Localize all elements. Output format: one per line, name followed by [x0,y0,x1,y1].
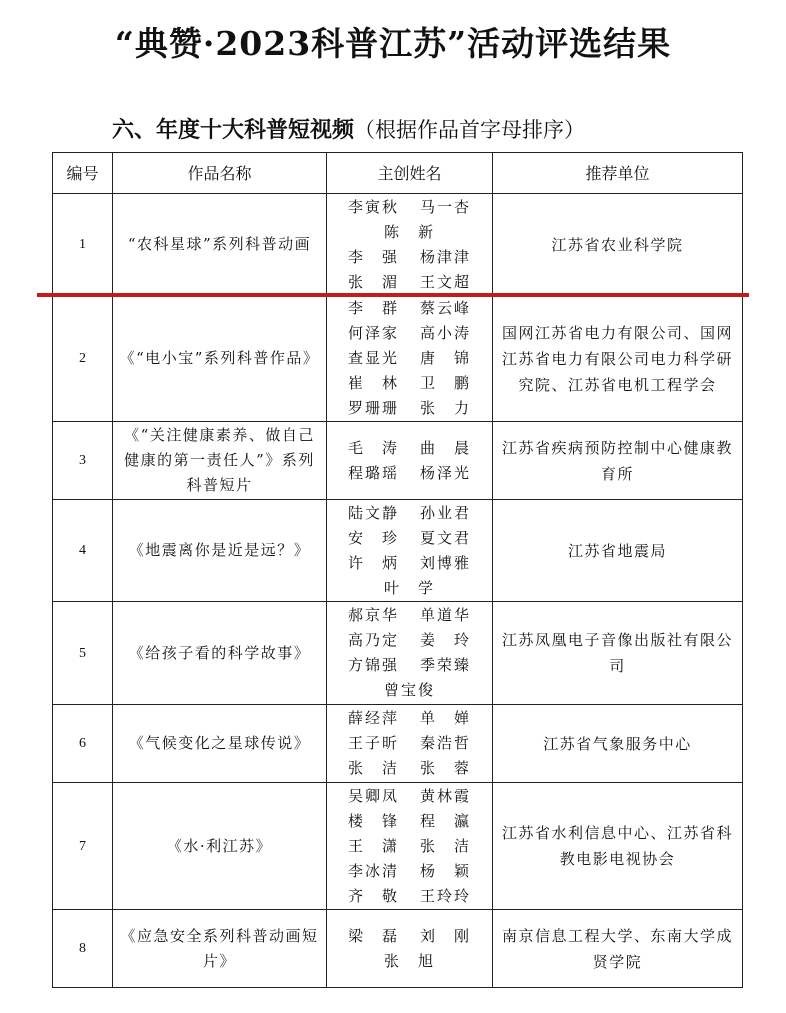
author-name: 王玲玲 [419,886,471,905]
author-name: 罗珊珊 [347,399,399,417]
table-header-row [53,153,743,194]
author-line [327,576,492,601]
author-name: 何泽家 [347,324,399,342]
author-line [327,756,492,781]
row-number: 4 [53,500,113,602]
table-row [53,910,743,988]
authors-cell [327,500,493,602]
table-row [53,422,743,500]
author-line [327,834,492,859]
row-number: 7 [53,783,113,910]
author-name: 许 炳 [347,553,399,572]
work-title: 《应急安全系列科普动画短片》 [113,910,327,988]
author-line [327,653,492,678]
table-row [53,783,743,910]
author-name: 刘博雅 [419,553,471,572]
author-name: 张 湄 [347,272,399,291]
author-line [327,924,492,949]
author-name: 崔 林 [347,374,399,392]
document-title: “典赞·2023科普江苏”活动评选结果 [114,24,672,63]
authors-cell [327,194,493,296]
author-line [327,346,492,371]
author-name: 李冰清 [347,861,399,880]
author-name: 郝京华 [347,606,399,624]
author-line [327,220,492,245]
author-name: 薛经萍 [347,709,399,727]
author-line [327,949,492,974]
authors-cell [327,705,493,783]
table-row [53,194,743,296]
author-name: 陆文静 [347,503,399,522]
work-title: 《水·利江苏》 [113,783,327,910]
author-name: 季荣臻 [419,656,471,674]
author-name: 程 瀛 [419,811,471,830]
author-line [327,461,492,486]
author-name: 李 强 [347,247,399,266]
row-number: 1 [53,194,113,296]
author-name: 蔡云峰 [419,299,471,317]
author-name: 刘 刚 [419,926,471,945]
author-name: 曾宝俊 [383,681,435,699]
section-heading-text: 六、年度十大科普短视频 [112,118,355,143]
author-name: 楼 锋 [347,811,399,830]
author-name: 张 洁 [419,836,471,855]
author-name: 黄林霞 [419,786,471,805]
row-number: 8 [53,910,113,988]
author-line [327,270,492,295]
author-name: 李 群 [347,299,399,317]
author-name: 秦浩哲 [419,734,471,752]
author-line [327,245,492,270]
author-name: 梁 磊 [347,926,399,945]
header-authors: 主创姓名 [327,153,493,194]
author-line [327,321,492,346]
authors-cell [327,783,493,910]
author-line [327,501,492,526]
author-name: 张 洁 [347,759,399,777]
author-name: 马一杏 [419,197,471,216]
row-number: 3 [53,422,113,500]
author-line [327,436,492,461]
authors-cell [327,910,493,988]
author-line [327,784,492,809]
author-line [327,706,492,731]
author-name: 王 潇 [347,836,399,855]
author-line [327,195,492,220]
section-heading-note: （根据作品首字母排序） [354,118,586,142]
work-title: 《“关注健康素养、做自己健康的第一责任人”》系列科普短片 [113,422,327,500]
author-name: 杨津津 [419,247,471,266]
author-name: 方锦强 [347,656,399,674]
author-line [327,371,492,396]
row-number: 6 [53,705,113,783]
author-name: 杨泽光 [419,463,471,482]
author-name: 张 旭 [383,951,435,970]
author-name: 王子昕 [347,734,399,752]
recommending-unit: 江苏省地震局 [493,500,743,602]
results-table [52,152,743,988]
author-line [327,396,492,421]
work-title: 《气候变化之星球传说》 [113,705,327,783]
author-name: 高乃定 [347,631,399,649]
author-name: 单道华 [419,606,471,624]
header-unit: 推荐单位 [493,153,743,194]
author-line [327,628,492,653]
author-name: 吴卿凤 [347,786,399,805]
work-title: 《“电小宝”系列科普作品》 [113,296,327,422]
author-name: 曲 晨 [419,438,471,457]
red-annotation-line [37,293,749,297]
author-name: 查显光 [347,349,399,367]
table-row [53,296,743,422]
author-name: 程璐瑶 [347,463,399,482]
authors-cell [327,296,493,422]
table-row [53,705,743,783]
author-name: 高小涛 [419,324,471,342]
author-line [327,551,492,576]
author-name: 张 力 [419,399,471,417]
table-row [53,602,743,705]
row-number: 5 [53,602,113,705]
author-name: 夏文君 [419,528,471,547]
authors-cell [327,422,493,500]
author-line [327,859,492,884]
author-name: 孙业君 [419,503,471,522]
author-name: 陈 新 [383,222,435,241]
author-name: 张 蓉 [419,759,471,777]
work-title: 《给孩子看的科学故事》 [113,602,327,705]
author-name: 姜 玲 [419,631,471,649]
author-name: 齐 敬 [347,886,399,905]
author-line [327,809,492,834]
author-name: 杨 颖 [419,861,471,880]
table-body [53,194,743,988]
author-line [327,603,492,628]
author-name: 安 珍 [347,528,399,547]
recommending-unit: 江苏省水利信息中心、江苏省科教电影电视协会 [493,783,743,910]
author-name: 卫 鹏 [419,374,471,392]
recommending-unit: 国网江苏省电力有限公司、国网江苏省电力有限公司电力科学研究院、江苏省电机工程学会 [493,296,743,422]
work-title: “农科星球”系列科普动画 [113,194,327,296]
author-line [327,731,492,756]
author-line [327,884,492,909]
author-line [327,296,492,321]
header-number: 编号 [53,153,113,194]
author-name: 王文超 [419,272,471,291]
author-name: 唐 锦 [419,349,471,367]
section-heading [112,113,585,144]
author-line [327,678,492,703]
header-work: 作品名称 [113,153,327,194]
author-name: 单 婵 [419,709,471,727]
author-name: 毛 涛 [347,438,399,457]
authors-cell [327,602,493,705]
recommending-unit: 江苏省疾病预防控制中心健康教育所 [493,422,743,500]
table-row [53,500,743,602]
recommending-unit: 江苏省农业科学院 [493,194,743,296]
author-name: 李寅秋 [347,197,399,216]
recommending-unit: 南京信息工程大学、东南大学成贤学院 [493,910,743,988]
author-line [327,526,492,551]
author-name: 叶 学 [383,578,435,597]
row-number: 2 [53,296,113,422]
recommending-unit: 江苏省气象服务中心 [493,705,743,783]
recommending-unit: 江苏凤凰电子音像出版社有限公司 [493,602,743,705]
work-title: 《地震离你是近是远？》 [113,500,327,602]
